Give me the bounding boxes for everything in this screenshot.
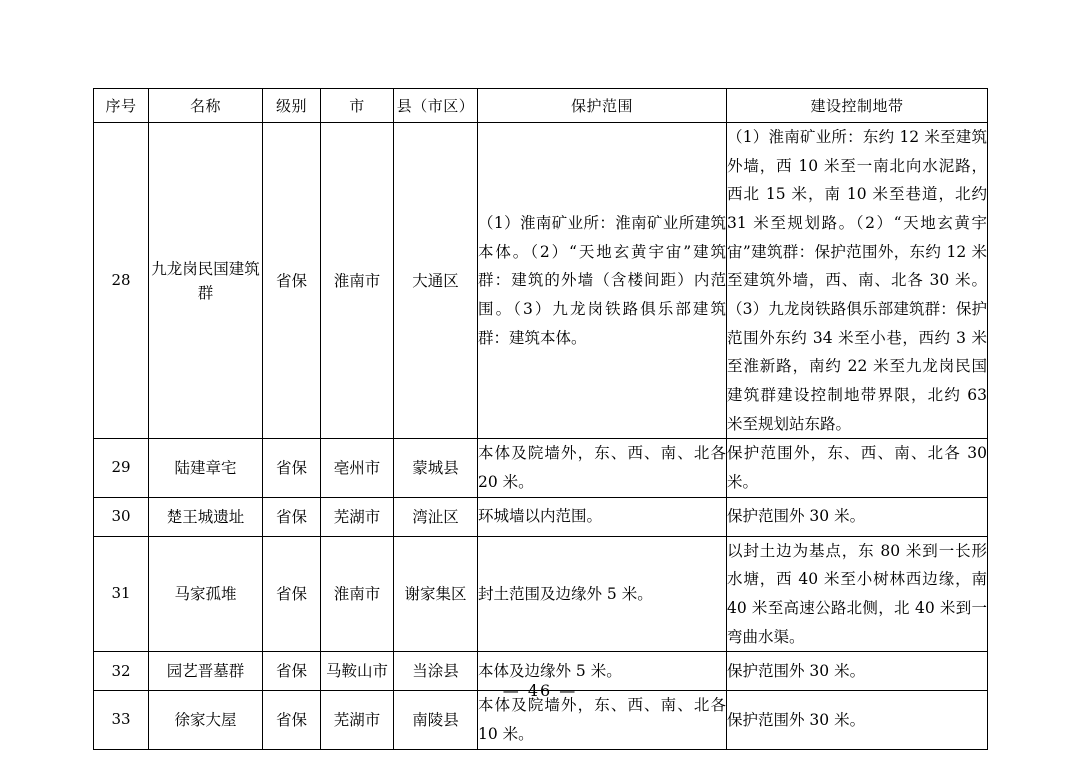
cell-county: 南陵县 [394, 691, 478, 749]
cell-name: 马家孤堆 [149, 536, 263, 652]
table-row [94, 497, 988, 536]
cell-name: 徐家大屋 [149, 691, 263, 749]
cell-city: 淮南市 [321, 536, 394, 652]
cell-protection-scope: 本体及院墙外，东、西、南、北各 10 米。 [478, 691, 727, 749]
page-number: — 46 — [502, 681, 578, 700]
column-header-name: 名称 [149, 89, 263, 123]
column-header-city: 市 [321, 89, 394, 123]
cell-city: 芜湖市 [321, 497, 394, 536]
cell-protection-scope: 环城墙以内范围。 [478, 497, 727, 536]
cell-county: 湾沚区 [394, 497, 478, 536]
table-row [94, 123, 988, 439]
cell-name: 园艺晋墓群 [149, 652, 263, 691]
cell-seq: 29 [94, 439, 149, 497]
table-row [94, 439, 988, 497]
cell-name: 陆建章宅 [149, 439, 263, 497]
cell-city: 淮南市 [321, 123, 394, 439]
cell-level: 省保 [263, 691, 321, 749]
column-header-seq: 序号 [94, 89, 149, 123]
column-header-county: 县（市区） [394, 89, 478, 123]
cell-construction-control-zone: 保护范围外 30 米。 [727, 691, 988, 749]
cell-seq: 33 [94, 691, 149, 749]
cell-level: 省保 [263, 652, 321, 691]
cell-protection-scope: 本体及边缘外 5 米。 [478, 652, 727, 691]
cell-level: 省保 [263, 536, 321, 652]
cell-construction-control-zone: 以封土边为基点，东 80 米到一长形水塘，西 40 米至小树林西边缘，南 40 米至高速公路北侧，北 40 米到一弯曲水渠。 [727, 536, 988, 652]
cell-name: 楚王城遗址 [149, 497, 263, 536]
cell-level: 省保 [263, 123, 321, 439]
cell-protection-scope: 封土范围及边缘外 5 米。 [478, 536, 727, 652]
cell-seq: 28 [94, 123, 149, 439]
cell-county: 谢家集区 [394, 536, 478, 652]
column-header-level: 级别 [263, 89, 321, 123]
cell-construction-control-zone: 保护范围外 30 米。 [727, 652, 988, 691]
table-row [94, 536, 988, 652]
cell-city: 马鞍山市 [321, 652, 394, 691]
column-header-construction-control-zone: 建设控制地带 [727, 89, 988, 123]
cell-county: 当涂县 [394, 652, 478, 691]
cell-county: 蒙城县 [394, 439, 478, 497]
cell-seq: 32 [94, 652, 149, 691]
cell-construction-control-zone: 保护范围外，东、西、南、北各 30 米。 [727, 439, 988, 497]
cell-construction-control-zone: （1）淮南矿业所：东约 12 米至建筑外墙，西 10 米至一南北向水泥路，西北 15 米，南 10 米至巷道，北约 31 米至规划路。（2）“天地玄黄宇宙”建筑群：保护范围外，东约 12 米至建筑外墙，西、南、北各 30 米。（3）九龙岗铁路俱乐部建筑群：保护范围外东约 34 米至小巷，西约 3 米至淮新路，南约 22 米至九龙岗民国建筑群建设控制地带界限，北约 63 米至规划站东路。 [727, 123, 988, 439]
cell-construction-control-zone: 保护范围外 30 米。 [727, 497, 988, 536]
cell-county: 大通区 [394, 123, 478, 439]
cell-city: 亳州市 [321, 439, 394, 497]
heritage-protection-table [93, 88, 988, 750]
cell-seq: 30 [94, 497, 149, 536]
cell-seq: 31 [94, 536, 149, 652]
column-header-protection-scope: 保护范围 [478, 89, 727, 123]
cell-protection-scope: （1）淮南矿业所：淮南矿业所建筑本体。（2）“天地玄黄宇宙”建筑群：建筑的外墙（含楼间距）内范围。（3）九龙岗铁路俱乐部建筑群：建筑本体。 [478, 123, 727, 439]
cell-city: 芜湖市 [321, 691, 394, 749]
cell-name: 九龙岗民国建筑群 [149, 123, 263, 439]
cell-protection-scope: 本体及院墙外，东、西、南、北各 20 米。 [478, 439, 727, 497]
table-header-row [94, 89, 988, 123]
cell-level: 省保 [263, 497, 321, 536]
cell-level: 省保 [263, 439, 321, 497]
